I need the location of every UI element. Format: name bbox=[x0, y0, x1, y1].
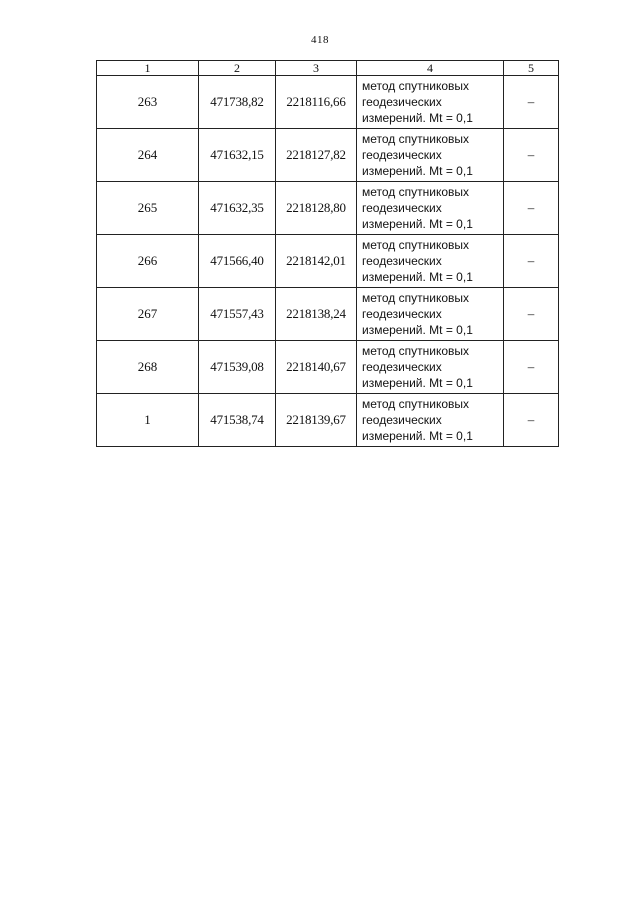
method-line: измерений. Mt = 0,1 bbox=[362, 323, 473, 337]
method-line: измерений. Mt = 0,1 bbox=[362, 376, 473, 390]
x-coordinate-cell: 471738,82 bbox=[199, 76, 276, 129]
x-coordinate-cell: 471566,40 bbox=[199, 235, 276, 288]
point-number-cell: 267 bbox=[97, 288, 199, 341]
column-header-2: 2 bbox=[199, 61, 276, 76]
y-coordinate-cell: 2218116,66 bbox=[276, 76, 357, 129]
method-cell bbox=[357, 235, 504, 288]
method-line: геодезических bbox=[362, 201, 442, 215]
method-cell bbox=[357, 288, 504, 341]
table-row bbox=[97, 341, 559, 394]
method-line: измерений. Mt = 0,1 bbox=[362, 429, 473, 443]
point-number-cell: 266 bbox=[97, 235, 199, 288]
method-line: измерений. Mt = 0,1 bbox=[362, 164, 473, 178]
table-row bbox=[97, 76, 559, 129]
note-cell: – bbox=[504, 76, 559, 129]
method-cell bbox=[357, 129, 504, 182]
table-row bbox=[97, 394, 559, 447]
method-line: геодезических bbox=[362, 360, 442, 374]
method-line: метод спутниковых bbox=[362, 397, 470, 411]
table-row bbox=[97, 129, 559, 182]
method-line: метод спутниковых bbox=[362, 238, 470, 252]
header-row bbox=[97, 61, 559, 76]
y-coordinate-cell: 2218138,24 bbox=[276, 288, 357, 341]
method-line: метод спутниковых bbox=[362, 132, 470, 146]
table-row bbox=[97, 235, 559, 288]
point-number-cell: 264 bbox=[97, 129, 199, 182]
x-coordinate-cell: 471632,15 bbox=[199, 129, 276, 182]
note-cell: – bbox=[504, 288, 559, 341]
method-cell bbox=[357, 76, 504, 129]
x-coordinate-cell: 471539,08 bbox=[199, 341, 276, 394]
method-line: геодезических bbox=[362, 307, 442, 321]
method-cell bbox=[357, 341, 504, 394]
table-row bbox=[97, 182, 559, 235]
method-line: геодезических bbox=[362, 254, 442, 268]
method-cell bbox=[357, 394, 504, 447]
note-cell: – bbox=[504, 341, 559, 394]
column-header-3: 3 bbox=[276, 61, 357, 76]
point-number-cell: 1 bbox=[97, 394, 199, 447]
column-header-1: 1 bbox=[97, 61, 199, 76]
x-coordinate-cell: 471538,74 bbox=[199, 394, 276, 447]
note-cell: – bbox=[504, 394, 559, 447]
table-body bbox=[97, 76, 559, 447]
method-line: метод спутниковых bbox=[362, 291, 470, 305]
table-row bbox=[97, 288, 559, 341]
y-coordinate-cell: 2218140,67 bbox=[276, 341, 357, 394]
method-line: геодезических bbox=[362, 148, 442, 162]
table-header bbox=[97, 61, 559, 76]
method-line: геодезических bbox=[362, 413, 442, 427]
y-coordinate-cell: 2218128,80 bbox=[276, 182, 357, 235]
x-coordinate-cell: 471557,43 bbox=[199, 288, 276, 341]
note-cell: – bbox=[504, 129, 559, 182]
method-line: метод спутниковых bbox=[362, 79, 470, 93]
column-header-5: 5 bbox=[504, 61, 559, 76]
method-line: измерений. Mt = 0,1 bbox=[362, 217, 473, 231]
point-number-cell: 263 bbox=[97, 76, 199, 129]
point-number-cell: 265 bbox=[97, 182, 199, 235]
method-line: метод спутниковых bbox=[362, 185, 470, 199]
note-cell: – bbox=[504, 182, 559, 235]
page-number: 418 bbox=[311, 34, 329, 46]
method-line: метод спутниковых bbox=[362, 344, 470, 358]
coordinates-table bbox=[96, 60, 559, 447]
y-coordinate-cell: 2218139,67 bbox=[276, 394, 357, 447]
note-cell: – bbox=[504, 235, 559, 288]
y-coordinate-cell: 2218142,01 bbox=[276, 235, 357, 288]
y-coordinate-cell: 2218127,82 bbox=[276, 129, 357, 182]
column-header-4: 4 bbox=[357, 61, 504, 76]
method-cell bbox=[357, 182, 504, 235]
point-number-cell: 268 bbox=[97, 341, 199, 394]
method-line: геодезических bbox=[362, 95, 442, 109]
method-line: измерений. Mt = 0,1 bbox=[362, 111, 473, 125]
method-line: измерений. Mt = 0,1 bbox=[362, 270, 473, 284]
x-coordinate-cell: 471632,35 bbox=[199, 182, 276, 235]
